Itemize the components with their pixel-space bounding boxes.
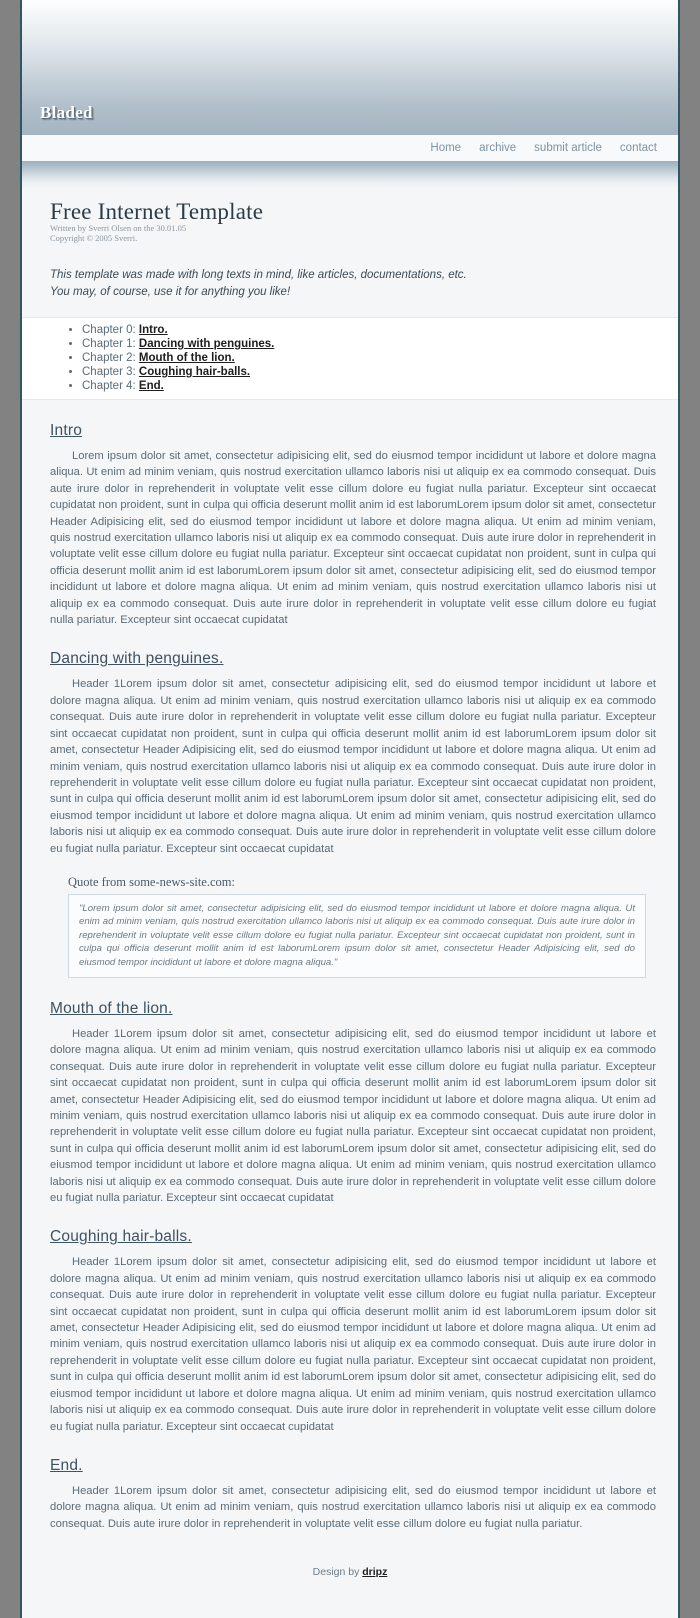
list-item	[82, 323, 678, 337]
section-heading-intro: Intro	[50, 422, 83, 439]
article-lead	[22, 243, 678, 311]
toc-link-intro[interactable]: Intro.	[138, 324, 168, 336]
list-item	[82, 379, 678, 393]
toc-link-end[interactable]: End.	[138, 380, 164, 392]
quote-block	[68, 875, 656, 978]
nav-link-contact[interactable]: contact	[619, 142, 657, 154]
table-of-contents-block	[22, 317, 678, 400]
toc-prefix-1: Chapter 1:	[82, 338, 139, 350]
byline-author: Written by Sverri Olsen on the 30.01.05	[50, 223, 187, 233]
section-body-coughing-hair-balls: Header 1Lorem ipsum dolor sit amet, consectetur adipisicing elit, sed do eiusmod tempor incididunt ut labore et dolore magna aliqua. Ut enim ad minim veniam, quis nostrud exercitation ullamco laboris nisi ut aliquip ex ea commodo consequat. Duis aute irure dolor in reprehenderit in voluptate velit esse cillum dolore eu fugiat nulla pariatur. Excepteur sint occaecat cupidatat non proident, sunt in culpa qui officia deserunt mollit anim id est laborumLorem ipsum dolor sit amet, consectetur Header Adipisicing elit, sed do eiusmod tempor incididunt ut labore et dolore magna aliqua. Ut enim ad minim veniam, quis nostrud exercitation ullamco laboris nisi ut aliquip ex ea commodo consequat. Duis aute irure dolor in reprehenderit in voluptate velit esse cillum dolore eu fugiat nulla pariatur. Excepteur sint occaecat cupidatat non proident, sunt in culpa qui officia deserunt mollit anim id est laborumLorem ipsum dolor sit amet, consectetur adipisicing elit, sed do eiusmod tempor incididunt ut labore et dolore magna aliqua. Ut enim ad minim veniam, quis nostrud exercitation ullamco laboris nisi ut aliquip ex ea commodo consequat. Duis aute irure dolor in reprehenderit in voluptate velit esse cillum dolore eu fugiat nulla pariatur. Excepteur sint occaecat cupidatat	[50, 1256, 656, 1433]
page-container	[20, 0, 680, 1618]
list-item	[82, 337, 678, 351]
quote-text: "Lorem ipsum dolor sit amet, consectetur adipisicing elit, sed do eiusmod tempor incididunt ut labore et dolore magna aliqua. Ut enim ad minim veniam, quis nostrud exercitation ullamco laboris nisi ut aliquip ex ea commodo consequat. Duis aute irure dolor in reprehenderit in voluptate velit esse cillum dolore eu fugiat nulla pariatur. Excepteur sint occaecat cupidatat non proident, sunt in culpa qui officia deserunt mollit anim id est laborumLorem ipsum dolor sit amet, consectetur Header Adipisicing elit, sed do eiusmod tempor incididunt ut labore et dolore magna aliqua."	[79, 902, 635, 968]
toc-link-coughing-hair-balls[interactable]: Coughing hair-balls.	[138, 366, 251, 378]
lead-line-2: You may, of course, use it for anything you like!	[50, 286, 291, 298]
article-content	[22, 189, 678, 1618]
section-intro	[22, 422, 678, 628]
toc-prefix-4: Chapter 4:	[82, 380, 139, 392]
toc-link-dancing-with-penguines[interactable]: Dancing with penguines.	[138, 338, 275, 350]
table-of-contents	[22, 323, 678, 393]
section-heading-dancing-with-penguines: Dancing with penguines.	[50, 650, 224, 668]
section-end	[22, 1457, 678, 1532]
nav-link-archive[interactable]: archive	[479, 142, 517, 154]
nav-shadow-band	[22, 161, 678, 189]
page-footer	[22, 1558, 678, 1618]
list-item	[82, 365, 678, 379]
nav-link-home[interactable]: Home	[430, 142, 462, 154]
list-item	[82, 351, 678, 365]
section-body-intro: Lorem ipsum dolor sit amet, consectetur adipisicing elit, sed do eiusmod tempor incididunt ut labore et dolore magna aliqua. Ut enim ad minim veniam, quis nostrud exercitation ullamco laboris nisi ut aliquip ex ea commodo consequat. Duis aute irure dolor in reprehenderit in voluptate velit esse cillum dolore eu fugiat nulla pariatur. Excepteur sint occaecat cupidatat non proident, sunt in culpa qui officia deserunt mollit anim id est laborumLorem ipsum dolor sit amet, consectetur Header Adipisicing elit, sed do eiusmod tempor incididunt ut labore et dolore magna aliqua. Ut enim ad minim veniam, quis nostrud exercitation ullamco laboris nisi ut aliquip ex ea commodo consequat. Duis aute irure dolor in reprehenderit in voluptate velit esse cillum dolore eu fugiat nulla pariatur. Excepteur sint occaecat cupidatat non proident, sunt in culpa qui officia deserunt mollit anim id est laborumLorem ipsum dolor sit amet, consectetur adipisicing elit, sed do eiusmod tempor incididunt ut labore et dolore magna aliqua. Ut enim ad minim veniam, quis nostrud exercitation ullamco laboris nisi ut aliquip ex ea commodo consequat. Duis aute irure dolor in reprehenderit in voluptate velit esse cillum dolore eu fugiat nulla pariatur. Excepteur sint occaecat cupidatat	[50, 450, 656, 627]
footer-prefix: Design by	[312, 1566, 363, 1579]
page-title: Free Internet Template	[50, 199, 264, 224]
article-byline	[22, 224, 678, 243]
section-body-end: Header 1Lorem ipsum dolor sit amet, consectetur adipisicing elit, sed do eiusmod tempor incididunt ut labore et dolore magna aliqua. Ut enim ad minim veniam, quis nostrud exercitation ullamco laboris nisi ut aliquip ex ea commodo consequat. Duis aute irure dolor in reprehenderit in voluptate velit esse cillum dolore eu fugiat nulla pariatur.	[50, 1484, 656, 1530]
section-body-mouth-of-the-lion: Header 1Lorem ipsum dolor sit amet, consectetur adipisicing elit, sed do eiusmod tempor incididunt ut labore et dolore magna aliqua. Ut enim ad minim veniam, quis nostrud exercitation ullamco laboris nisi ut aliquip ex ea commodo consequat. Duis aute irure dolor in reprehenderit in voluptate velit esse cillum dolore eu fugiat nulla pariatur. Excepteur sint occaecat cupidatat non proident, sunt in culpa qui officia deserunt mollit anim id est laborumLorem ipsum dolor sit amet, consectetur Header Adipisicing elit, sed do eiusmod tempor incididunt ut labore et dolore magna aliqua. Ut enim ad minim veniam, quis nostrud exercitation ullamco laboris nisi ut aliquip ex ea commodo consequat. Duis aute irure dolor in reprehenderit in voluptate velit esse cillum dolore eu fugiat nulla pariatur. Excepteur sint occaecat cupidatat non proident, sunt in culpa qui officia deserunt mollit anim id est laborumLorem ipsum dolor sit amet, consectetur adipisicing elit, sed do eiusmod tempor incididunt ut labore et dolore magna aliqua. Ut enim ad minim veniam, quis nostrud exercitation ullamco laboris nisi ut aliquip ex ea commodo consequat. Duis aute irure dolor in reprehenderit in voluptate velit esse cillum dolore eu fugiat nulla pariatur. Excepteur sint occaecat cupidatat	[50, 1027, 656, 1205]
toc-prefix-2: Chapter 2:	[82, 352, 139, 364]
toc-link-mouth-of-the-lion[interactable]: Mouth of the lion.	[138, 352, 235, 364]
site-title: Bladed	[40, 103, 93, 122]
toc-prefix-0: Chapter 0:	[82, 324, 139, 336]
section-dancing-with-penguines	[22, 650, 678, 978]
quote-box	[68, 894, 646, 978]
section-heading-mouth-of-the-lion: Mouth of the lion.	[50, 999, 173, 1017]
lead-line-1: This template was made with long texts in mind, like articles, documentations, etc.	[50, 269, 467, 281]
section-coughing-hair-balls	[22, 1228, 678, 1434]
site-masthead	[22, 0, 678, 135]
section-body-dancing-with-penguines: Header 1Lorem ipsum dolor sit amet, consectetur adipisicing elit, sed do eiusmod tempor incididunt ut labore et dolore magna aliqua. Ut enim ad minim veniam, quis nostrud exercitation ullamco laboris nisi ut aliquip ex ea commodo consequat. Duis aute irure dolor in reprehenderit in voluptate velit esse cillum dolore eu fugiat nulla pariatur. Excepteur sint occaecat cupidatat non proident, sunt in culpa qui officia deserunt mollit anim id est laborumLorem ipsum dolor sit amet, consectetur Header Adipisicing elit, sed do eiusmod tempor incididunt ut labore et dolore magna aliqua. Ut enim ad minim veniam, quis nostrud exercitation ullamco laboris nisi ut aliquip ex ea commodo consequat. Duis aute irure dolor in reprehenderit in voluptate velit esse cillum dolore eu fugiat nulla pariatur. Excepteur sint occaecat cupidatat non proident, sunt in culpa qui officia deserunt mollit anim id est laborumLorem ipsum dolor sit amet, consectetur adipisicing elit, sed do eiusmod tempor incididunt ut labore et dolore magna aliqua. Ut enim ad minim veniam, quis nostrud exercitation ullamco laboris nisi ut aliquip ex ea commodo consequat. Duis aute irure dolor in reprehenderit in voluptate velit esse cillum dolore eu fugiat nulla pariatur. Excepteur sint occaecat cupidatat	[50, 678, 656, 855]
main-navigation	[22, 135, 678, 161]
footer-designer-link[interactable]: dripz	[362, 1566, 388, 1579]
section-mouth-of-the-lion	[22, 1000, 678, 1206]
nav-link-submit-article[interactable]: submit article	[534, 142, 602, 154]
section-heading-coughing-hair-balls: Coughing hair-balls.	[50, 1228, 192, 1246]
section-heading-end: End.	[50, 1456, 83, 1474]
quote-title: Quote from some-news-site.com:	[68, 874, 235, 889]
toc-prefix-3: Chapter 3:	[82, 366, 139, 378]
byline-copyright: Copyright © 2005 Sverri.	[50, 232, 138, 243]
